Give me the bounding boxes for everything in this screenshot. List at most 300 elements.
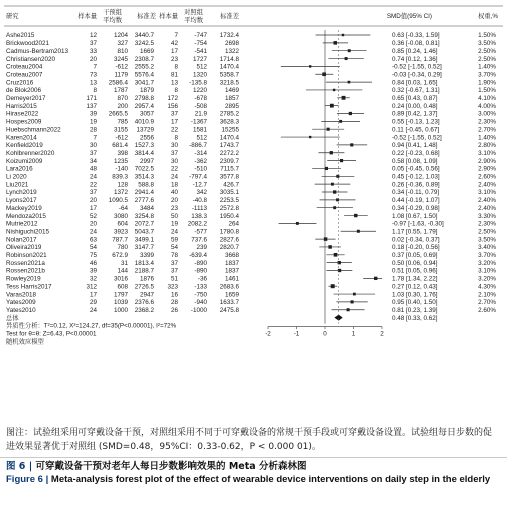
header-n-exp: 样本量 — [78, 13, 97, 20]
sd-ctl: 2895 — [224, 102, 239, 110]
point-square — [357, 230, 360, 233]
mean-exp: 200 — [117, 102, 128, 110]
effect-ci: 0.95 [0.40, 1.50] — [392, 299, 438, 307]
n-ctl: 16 — [170, 291, 178, 299]
mean-exp: -64 — [118, 204, 128, 212]
sd-ctl: 1714.8 — [219, 55, 239, 63]
point-square — [327, 128, 330, 131]
title-separator-en: | — [45, 474, 51, 485]
mean-ctl: -36 — [197, 275, 207, 283]
sd-exp: 5043.7 — [134, 228, 154, 236]
weight: 2.90% — [478, 157, 496, 165]
sd-ctl: 2698 — [224, 40, 239, 48]
effect-ci: 0.11 [-0.45, 0.67] — [392, 126, 440, 134]
effect-ci: 0.55 [-0.13, 1.23] — [392, 118, 440, 126]
study-name: Rossen2021a — [6, 259, 45, 267]
figure-note: 图注：试验组采用可穿戴设备干预，对照组采用不同于可穿戴设备的常规干预手段或可穿戴设备设置。试验组每日步数的促进效果显著优于对照组 (SMD=0.48，95%CI：0.33-0.62，P < 0.000 01)。 — [6, 428, 493, 452]
n-ctl: 8 — [174, 63, 178, 71]
n-ctl: 40 — [170, 189, 178, 197]
point-square — [309, 65, 311, 67]
study-name: Mutrie2012 — [6, 220, 38, 228]
n-exp: 37 — [89, 149, 97, 157]
n-exp: 20 — [89, 55, 97, 63]
n-exp: 34 — [89, 157, 97, 165]
point-square — [342, 34, 344, 36]
n-ctl: 23 — [170, 55, 178, 63]
point-square — [348, 81, 351, 84]
sd-exp: 1879 — [139, 87, 154, 95]
effect-ci: 1.08 [0.67, 1.50] — [392, 212, 438, 220]
point-square — [340, 159, 343, 162]
study-name: Hospes2009 — [6, 118, 42, 126]
mean-ctl: -754 — [194, 40, 207, 48]
effect-ci: 0.44 [-0.19, 1.07] — [392, 197, 440, 205]
mean-exp: 810 — [117, 47, 128, 55]
point-square — [333, 190, 336, 193]
n-ctl: 42 — [170, 40, 178, 48]
header-n-ctl: 样本量 — [159, 13, 178, 20]
sd-exp: 2941.4 — [134, 189, 154, 197]
mean-ctl: 138.3 — [191, 212, 207, 220]
mean-exp: 2586.4 — [108, 79, 128, 87]
study-name: Lynch2019 — [6, 189, 37, 197]
point-square — [330, 104, 334, 108]
sd-exp: 2188.7 — [134, 267, 154, 275]
point-square — [330, 151, 333, 154]
sd-ctl: 3035.1 — [219, 189, 239, 197]
point-square — [331, 284, 335, 288]
sd-ctl: 1857 — [224, 95, 239, 102]
sd-exp: 3814.4 — [134, 149, 154, 157]
n-exp: 28 — [89, 126, 97, 134]
sd-exp: 588.8 — [138, 181, 154, 189]
mean-ctl: -750 — [194, 291, 207, 299]
n-ctl: 13 — [170, 79, 178, 87]
sd-ctl: 5358.7 — [219, 71, 239, 79]
weight: 2.90% — [478, 165, 496, 173]
mean-exp: 1039 — [113, 299, 128, 307]
sd-ctl: 1322 — [224, 47, 239, 55]
point-square — [347, 308, 350, 311]
n-exp: 17 — [89, 204, 97, 212]
weight: 2.50% — [478, 55, 496, 63]
weight: 3.20% — [478, 275, 496, 283]
header-weight: 权重,% — [478, 13, 498, 20]
n-ctl: 54 — [170, 244, 178, 252]
effect-ci: 0.34 [-0.29, 0.98] — [392, 204, 440, 212]
n-ctl: 59 — [170, 236, 178, 244]
n-exp: 46 — [89, 259, 97, 267]
mean-ctl: -1367 — [190, 118, 207, 126]
study-name: Kohlbrenner2020 — [6, 149, 55, 157]
mean-ctl: -890 — [194, 259, 207, 267]
n-ctl: 24 — [170, 228, 178, 236]
n-ctl: 37 — [170, 110, 178, 118]
figure-title-cn-text: 可穿戴设备干预对老年人每日步数影响效果的 Meta 分析森林图 — [35, 461, 307, 472]
study-name: Mackey2019 — [6, 204, 42, 212]
weight: 3.30% — [478, 212, 496, 220]
weight: 2.80% — [478, 142, 496, 150]
weight: 3.70% — [478, 71, 496, 79]
point-square — [374, 277, 377, 280]
sd-ctl: 2820.7 — [219, 244, 239, 252]
effect-ci: 0.58 [0.08, 1.09] — [392, 157, 438, 165]
mean-ctl: 1320 — [192, 71, 207, 79]
point-square — [353, 293, 356, 296]
study-name: Yates2009 — [6, 299, 36, 307]
point-square — [296, 222, 299, 225]
effect-ci: 0.63 [-0.33, 1.59] — [392, 32, 440, 40]
n-exp: 29 — [89, 299, 97, 307]
sd-ctl: 1780.8 — [219, 228, 239, 236]
n-ctl: 20 — [170, 197, 178, 205]
sd-exp: 2072.7 — [134, 220, 154, 228]
header-effect: SMD值(95% CI) — [386, 13, 432, 20]
sd-exp: 3399 — [139, 252, 154, 259]
mean-ctl: 239 — [196, 244, 207, 252]
mean-exp: 870 — [117, 95, 128, 102]
n-ctl: 8 — [174, 87, 178, 95]
study-name: Christiansen2020 — [6, 55, 56, 63]
sd-ctl: 1743.7 — [219, 142, 239, 150]
model-text: 随机效应模型 — [6, 338, 44, 346]
figure-label-cn: 图 6 — [6, 461, 26, 472]
mean-ctl: 342 — [196, 189, 207, 197]
weight: 2.40% — [478, 181, 496, 189]
point-square — [348, 49, 351, 52]
sd-exp: 3057 — [139, 110, 154, 118]
mean-exp: 327 — [117, 40, 128, 48]
figure-title-en-text: Meta-analysis forest plot of the effect of wearable device interventions on daily step in the elderly — [50, 474, 491, 485]
mean-ctl: 1220 — [192, 87, 207, 95]
x-tick-label: 2 — [380, 330, 384, 338]
study-name: Li 2020 — [6, 173, 27, 181]
mean-ctl: 512 — [196, 63, 207, 71]
n-exp: 73 — [89, 71, 97, 79]
effect-ci: 0.65 [0.43, 0.87] — [392, 95, 438, 102]
mean-ctl: -940 — [194, 299, 207, 307]
study-name: Kenfield2019 — [6, 142, 43, 150]
sd-exp: 7022.5 — [134, 165, 154, 173]
effect-ci: 0.02 [-0.34, 0.37] — [392, 236, 440, 244]
figure-label-en: Figure 6 — [6, 474, 43, 485]
mean-exp: 839.3 — [112, 173, 128, 181]
effect-ci: 0.45 [-0.12, 1.03] — [392, 173, 440, 181]
x-tick-label: 0 — [323, 330, 327, 338]
sd-exp: 2555.2 — [134, 63, 154, 71]
mean-exp: 785 — [117, 118, 128, 126]
effect-ci: 0.94 [0.41, 1.48] — [392, 142, 438, 150]
point-square — [350, 143, 353, 146]
study-name: Oliveira2019 — [6, 244, 42, 252]
n-exp: 7 — [93, 134, 97, 142]
weight: 2.40% — [478, 204, 496, 212]
x-tick-label: 1 — [351, 330, 356, 338]
sd-ctl: 2572.8 — [219, 204, 239, 212]
effect-ci: 1.17 [0.55, 1.79] — [392, 228, 438, 236]
mean-exp: 1090.5 — [108, 197, 128, 205]
n-ctl: 50 — [170, 212, 178, 220]
sd-ctl: 264 — [228, 220, 239, 228]
n-ctl: 19 — [170, 220, 178, 228]
n-exp: 7 — [93, 63, 97, 71]
mean-ctl: 512 — [196, 134, 207, 142]
mean-ctl: -508 — [194, 102, 207, 110]
sd-exp: 3484 — [139, 204, 154, 212]
weight: 2.70% — [478, 299, 496, 307]
sd-exp: 2777.6 — [134, 197, 154, 205]
point-square — [333, 89, 335, 91]
header-sd-exp: 标准差 — [137, 13, 156, 20]
effect-ci: 0.50 [0.06, 0.94] — [392, 259, 438, 267]
mean-exp: 1000 — [113, 306, 128, 314]
sd-ctl: 1950.4 — [219, 212, 239, 220]
study-name: Varas2018 — [6, 291, 36, 299]
effect-ci: 0.74 [0.12, 1.36] — [392, 55, 438, 63]
weight: 2.60% — [478, 173, 496, 181]
n-exp: 24 — [89, 228, 97, 236]
mean-ctl: -797.4 — [189, 173, 207, 181]
study-name: Nolan2017 — [6, 236, 37, 244]
study-name: Robinson2021 — [6, 252, 47, 259]
sd-ctl: 2683.6 — [219, 283, 239, 291]
study-name: Koizumi2009 — [6, 157, 43, 165]
n-exp: 63 — [89, 236, 97, 244]
mean-exp: 604 — [117, 220, 128, 228]
n-ctl: 172 — [167, 95, 178, 102]
sd-exp: 3147.7 — [134, 244, 154, 252]
sd-ctl: 3628.3 — [219, 118, 239, 126]
mean-ctl: -747 — [194, 32, 207, 40]
sd-exp: 2947 — [139, 291, 154, 299]
header-mean-ctl-line1: 对照组 — [184, 9, 203, 16]
sd-exp: 2726.5 — [134, 283, 154, 291]
n-exp: 30 — [89, 142, 97, 150]
figure-title-en — [6, 473, 498, 487]
mean-exp: 398 — [117, 149, 128, 157]
mean-exp: 144 — [117, 267, 128, 275]
x-tick-label: -1 — [293, 330, 300, 338]
study-name: Lara2016 — [6, 165, 33, 173]
n-exp: 312 — [86, 283, 97, 291]
weight: 2.70% — [478, 126, 496, 134]
mean-exp: 3016 — [113, 275, 128, 283]
n-exp: 8 — [93, 87, 97, 95]
n-ctl: 22 — [170, 165, 178, 173]
point-square — [309, 136, 311, 138]
n-exp: 171 — [86, 95, 97, 102]
overall-ci: 0.48 [0.33, 0.62] — [392, 314, 438, 322]
mean-ctl: -12.7 — [192, 181, 207, 189]
mean-ctl: -886.7 — [189, 142, 207, 150]
weight: 4.00% — [478, 102, 496, 110]
effect-ci: 0.51 [0.05, 0.96] — [392, 267, 438, 275]
n-ctl: 8 — [174, 134, 178, 142]
point-square — [328, 245, 331, 248]
mean-ctl: 737.6 — [191, 236, 207, 244]
mean-exp: 1204 — [113, 32, 128, 40]
study-name: Liu2021 — [6, 181, 29, 189]
sd-exp: 2556 — [139, 134, 154, 142]
study-name: Demeyer2017 — [6, 95, 46, 102]
weight: 3.00% — [478, 110, 496, 118]
mean-exp: 31 — [120, 259, 128, 267]
study-name: Huebschmann2022 — [6, 126, 61, 134]
n-exp: 20 — [89, 220, 97, 228]
n-ctl: 30 — [170, 142, 178, 150]
title-separator: | — [28, 461, 36, 472]
header-study: 研究 — [6, 13, 19, 20]
mean-ctl: 1727 — [192, 55, 207, 63]
weight: 3.50% — [478, 40, 496, 48]
weight: 3.40% — [478, 244, 496, 252]
study-name: de Blok2006 — [6, 87, 42, 95]
study-name: Cadmus-Bertram2013 — [6, 47, 68, 55]
point-square — [322, 72, 326, 76]
sd-ctl: 1470.4 — [219, 63, 239, 71]
mean-ctl: -577 — [194, 228, 207, 236]
n-ctl: 37 — [170, 267, 178, 275]
weight: 2.50% — [478, 47, 496, 55]
weight: 2.60% — [478, 306, 496, 314]
sd-ctl: 2475.8 — [219, 306, 239, 314]
point-square — [351, 300, 354, 303]
mean-exp: -140 — [115, 165, 128, 173]
study-name: Rowley2019 — [6, 275, 41, 283]
sd-ctl: 2272.2 — [219, 149, 239, 157]
point-square — [325, 167, 328, 170]
header-mean-exp-line1: 干预组 — [103, 9, 122, 16]
n-ctl: 323 — [167, 283, 178, 291]
effect-ci: 0.84 [0.03, 1.65] — [392, 79, 438, 87]
mean-ctl: 2082.2 — [187, 220, 207, 228]
n-ctl: 28 — [170, 299, 178, 307]
n-exp: 13 — [89, 79, 97, 87]
effect-ci: 0.27 [0.12, 0.43] — [392, 283, 438, 291]
effect-ci: 0.36 [-0.08, 0.81] — [392, 40, 440, 48]
n-exp: 20 — [89, 197, 97, 205]
effect-ci: 0.24 [0.00, 0.48] — [392, 102, 438, 110]
sd-exp: 2376.6 — [134, 299, 154, 307]
sd-ctl: 15255 — [221, 126, 239, 134]
n-ctl: 26 — [170, 306, 178, 314]
effect-ci: -0.52 [-1.55, 0.52] — [392, 134, 442, 142]
n-exp: 54 — [89, 244, 97, 252]
mean-exp: 780 — [117, 244, 128, 252]
sd-exp: 1813.4 — [134, 259, 154, 267]
effect-ci: 0.32 [-0.67, 1.31] — [392, 87, 440, 95]
heterogeneity-text: 异质性分析：T²=0.12, X²=124.27, df=35(P<0.00001), I²=72% — [6, 322, 177, 330]
n-ctl: 51 — [170, 275, 178, 283]
sd-ctl: 1469 — [224, 87, 239, 95]
overall-label: 总体 — [6, 314, 19, 322]
n-ctl: 17 — [170, 118, 178, 126]
weight: 1.50% — [478, 87, 496, 95]
weight: 3.70% — [478, 252, 496, 259]
weight: 1.50% — [478, 32, 496, 40]
point-square — [349, 112, 352, 115]
sd-exp: 3041.7 — [134, 79, 154, 87]
n-exp: 137 — [86, 102, 97, 110]
point-square — [345, 57, 348, 60]
sd-exp: 5576.4 — [134, 71, 154, 79]
sd-ctl: 2253.5 — [219, 197, 239, 205]
study-name: Karen2014 — [6, 134, 37, 142]
study-name: Rossen2021b — [6, 267, 45, 275]
effect-ci: 0.26 [-0.36, 0.89] — [392, 181, 440, 189]
point-square — [339, 120, 342, 123]
sd-exp: 3242.5 — [134, 40, 154, 48]
n-exp: 22 — [89, 181, 97, 189]
effect-ci: -0.97 [-1.63, -0.30] — [392, 220, 444, 228]
overall-test-text: Test for θ=θ: Z=6.43, P<0.00001 — [6, 330, 97, 338]
sd-ctl: 1837 — [224, 267, 239, 275]
weight: 3.10% — [478, 149, 496, 157]
study-name: Nishiguchi2015 — [6, 228, 50, 236]
mean-ctl: -133 — [194, 283, 207, 291]
effect-ci: 0.37 [0.05, 0.69] — [392, 252, 438, 259]
mean-exp: 2665.5 — [108, 110, 128, 118]
sd-ctl: 1633.7 — [219, 299, 239, 307]
effect-ci: 1.78 [1.34, 2.22] — [392, 275, 438, 283]
study-name: Tess Harris2017 — [6, 283, 52, 291]
mean-exp: 672.9 — [112, 252, 128, 259]
sd-exp: 2308.7 — [134, 55, 154, 63]
mean-exp: 1235 — [113, 157, 128, 165]
n-exp: 52 — [89, 212, 97, 220]
mean-exp: 3155 — [113, 126, 128, 134]
n-exp: 12 — [89, 32, 97, 40]
sd-exp: 2368.2 — [134, 306, 154, 314]
n-exp: 24 — [89, 173, 97, 181]
effect-ci: 0.22 [-0.23, 0.68] — [392, 149, 440, 157]
n-ctl: 22 — [170, 126, 178, 134]
weight: 3.50% — [478, 236, 496, 244]
effect-ci: -0.52 [-1.55, 0.52] — [392, 63, 442, 71]
mean-exp: 787.7 — [112, 236, 128, 244]
n-ctl: 78 — [170, 252, 178, 259]
mean-exp: 1372 — [113, 189, 128, 197]
mean-ctl: -890 — [194, 267, 207, 275]
mean-exp: 3245 — [113, 55, 128, 63]
weight: 2.30% — [478, 118, 496, 126]
x-tick-label: -2 — [265, 330, 271, 338]
point-square — [324, 237, 328, 241]
point-square — [333, 41, 337, 45]
n-ctl: 156 — [167, 102, 178, 110]
mean-ctl: -362 — [194, 157, 207, 165]
point-square — [338, 261, 341, 264]
sd-ctl: 1659 — [224, 291, 239, 299]
sd-exp: 3440.7 — [134, 32, 154, 40]
sd-ctl: 2309.7 — [219, 157, 239, 165]
mean-exp: 681.4 — [112, 142, 128, 150]
sd-ctl: 426.7 — [223, 181, 239, 189]
n-exp: 33 — [89, 47, 97, 55]
weight: 3.10% — [478, 189, 496, 197]
n-exp: 39 — [89, 110, 97, 118]
sd-ctl: 3218.5 — [219, 79, 239, 87]
point-square — [333, 206, 336, 209]
point-square — [334, 253, 338, 257]
n-exp: 37 — [89, 40, 97, 48]
sd-ctl: 1732.4 — [219, 32, 239, 40]
mean-exp: -612 — [115, 63, 128, 71]
sd-exp: 3254.8 — [134, 212, 154, 220]
n-exp: 17 — [89, 291, 97, 299]
n-ctl: 17 — [170, 47, 178, 55]
study-name: Hirase2022 — [6, 110, 39, 118]
